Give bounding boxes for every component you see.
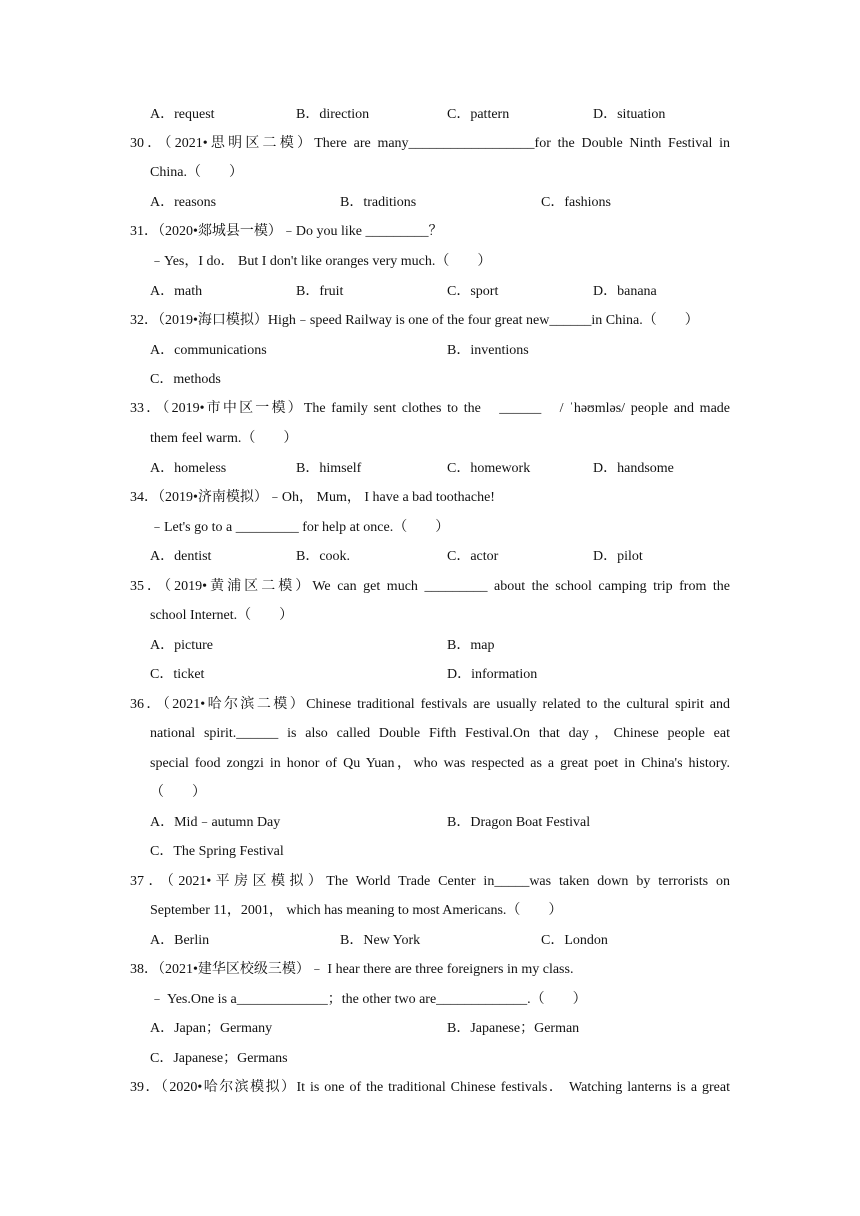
option-b[interactable]: B．New York <box>340 933 421 948</box>
question-38-reply: ﹣ Yes.One is a_____________；the other two are_____________.（ ） <box>150 992 587 1007</box>
question-35-stem: 35．（2019•黄浦区二模）We can get much _________ about the school camping trip from the <box>130 579 730 594</box>
question-38-stem: 38．（2021•建华区校级三模）﹣ I hear there are three foreigners in my class. <box>130 962 574 977</box>
option-b[interactable]: B．inventions <box>447 343 529 358</box>
question-34-reply: ﹣Let's go to a _________ for help at once.（ ） <box>150 520 450 535</box>
option-a[interactable]: A．reasons <box>150 195 217 210</box>
question-32-stem: 32．（2019•海口模拟）High﹣speed Railway is one of the four great new______in China.（ ） <box>130 313 699 328</box>
option-a[interactable]: A．picture <box>150 638 213 653</box>
question-31-reply: ﹣Yes，I do． But I don't like oranges very much.（ ） <box>150 254 492 269</box>
question-33-stem: 33．（2019•市中区一模）The family sent clothes to the ______ / ˈhəʊmləs/ people and made <box>130 401 730 416</box>
option-c[interactable]: C．Japanese；Germans <box>150 1051 288 1066</box>
option-c[interactable]: C．sport <box>447 284 499 299</box>
question-31-stem: 31．（2020•郯城县一模）﹣Do you like _________？ <box>130 224 443 239</box>
option-b[interactable]: B．fruit <box>296 284 344 299</box>
option-c[interactable]: C．pattern <box>447 107 510 122</box>
option-b[interactable]: B．Japanese；German <box>447 1021 580 1036</box>
answer-bracket: （ ） <box>150 785 206 800</box>
option-c[interactable]: C．fashions <box>541 195 611 210</box>
option-a[interactable]: A．Mid﹣autumn Day <box>150 815 281 830</box>
option-a[interactable]: A．Berlin <box>150 933 210 948</box>
option-b[interactable]: B．map <box>447 638 495 653</box>
option-c[interactable]: C．ticket <box>150 667 205 682</box>
option-b[interactable]: B．himself <box>296 461 362 476</box>
option-c[interactable]: C．London <box>541 933 608 948</box>
question-34-stem: 34．（2019•济南模拟）﹣Oh， Mum， I have a bad toothache! <box>130 490 495 505</box>
option-a[interactable]: A．dentist <box>150 549 212 564</box>
option-a[interactable]: A．request <box>150 107 215 122</box>
question-30-stem: 30．（2021•思明区二模）There are many__________________for the Double Ninth Festival in <box>130 136 730 151</box>
option-a[interactable]: A．homeless <box>150 461 227 476</box>
option-d[interactable]: D．handsome <box>593 461 674 476</box>
question-30-stem-cont: China.（ ） <box>150 165 243 180</box>
option-b[interactable]: B．Dragon Boat Festival <box>447 815 591 830</box>
question-35-stem-cont: school Internet.（ ） <box>150 608 294 623</box>
option-c[interactable]: C．The Spring Festival <box>150 844 284 859</box>
question-37-stem-cont: September 11，2001， which has meaning to most Americans.（ ） <box>150 903 563 918</box>
option-c[interactable]: C．homework <box>447 461 531 476</box>
question-36-stem-cont: special food zongzi in honor of Qu Yuan，who was respected as a great poet in China's history. <box>150 756 730 771</box>
option-a[interactable]: A．communications <box>150 343 267 358</box>
question-36-stem: 36．（2021•哈尔滨二模）Chinese traditional festivals are usually related to the cultural spirit and <box>130 697 730 712</box>
option-a[interactable]: A．math <box>150 284 203 299</box>
option-d[interactable]: D．situation <box>593 107 666 122</box>
option-b[interactable]: B．traditions <box>340 195 417 210</box>
question-33-stem-cont: them feel warm.（ ） <box>150 431 298 446</box>
question-39-stem: 39．（2020•哈尔滨模拟）It is one of the traditional Chinese festivals． Watching lanterns is a great <box>130 1080 730 1095</box>
question-36-stem-cont: national spirit.______ is also called Double Fifth Festival.On that day，Chinese people eat <box>150 726 730 741</box>
option-d[interactable]: D．information <box>447 667 538 682</box>
option-d[interactable]: D．banana <box>593 284 657 299</box>
option-b[interactable]: B．direction <box>296 107 370 122</box>
option-a[interactable]: A．Japan；Germany <box>150 1021 273 1036</box>
question-37-stem: 37．（2021•平房区模拟）The World Trade Center in_____was taken down by terrorists on <box>130 874 730 889</box>
option-d[interactable]: D．pilot <box>593 549 643 564</box>
option-b[interactable]: B．cook. <box>296 549 351 564</box>
option-c[interactable]: C．actor <box>447 549 499 564</box>
option-c[interactable]: C．methods <box>150 372 221 387</box>
